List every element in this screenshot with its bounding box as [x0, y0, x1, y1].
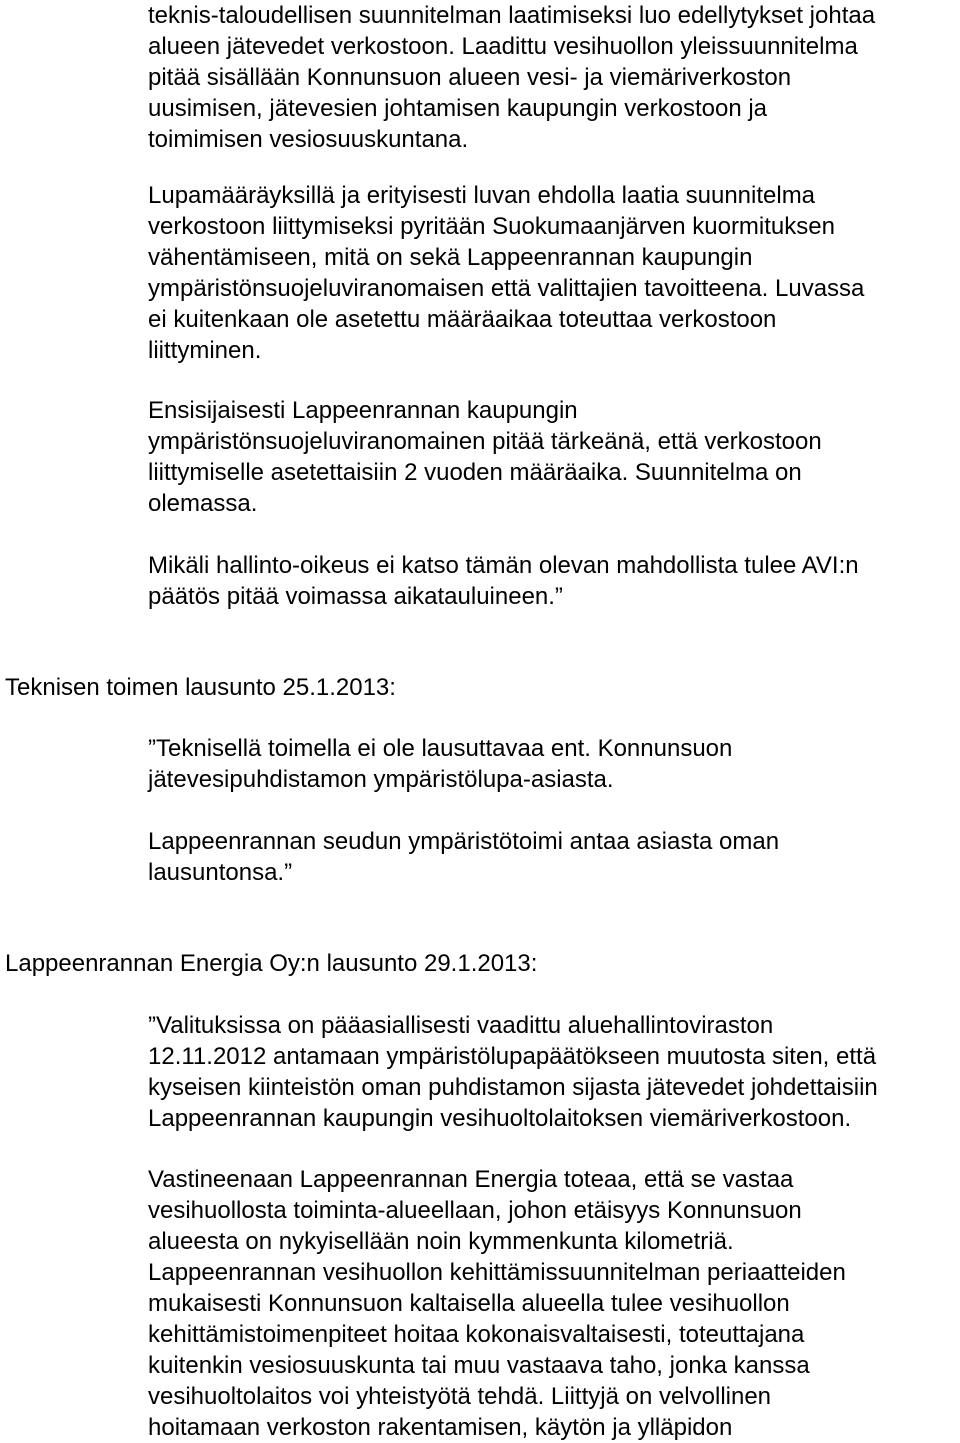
- paragraph-energy-response: Vastineenaan Lappeenrannan Energia toteaa, että se vastaa vesihuollosta toiminta-alueellaan, johon etäisyys Konnunsuon alueesta on nykyisellään noin kymmenkunta kilometriä. Lappeenrannan vesihuollon kehittämissuunnitelman periaatteiden mukaisesti Konnunsuon kaltaisella alueella tulee vesihuollon kehittämistoimenpiteet hoitaa kokonaisvaltaisesti, toteuttajana kuitenkin vesiosuuskunta tai muu vastaava taho, jonka kanssa vesihuoltolaitos voi yhteistyötä tehdä. Liittyjä on velvollinen hoitamaan verkoston rakentamisen, käytön ja ylläpidon: [148, 1166, 846, 1441]
- paragraph-environment-office: Lappeenrannan seudun ympäristötoimi antaa asiasta oman lausuntonsa.”: [148, 828, 780, 886]
- paragraph-feasibility-plan: teknis-taloudellisen suunnitelman laatimiseksi luo edellytykset johtaa alueen jätevedet verkostoon. Laadittu vesihuollon yleissuunnitelma pitää sisällään Konnunsuon alueen vesi- ja viemäriverkoston uusimisen, jätevesien johtamisen kaupungin verkostoon ja toimimisen vesiosuuskuntana.: [148, 2, 876, 153]
- heading-technical-statement: Teknisen toimen lausunto 25.1.2013:: [5, 674, 396, 701]
- paragraph-technical-statement: ”Teknisellä toimella ei ole lausuttavaa ent. Konnunsuon jätevesipuhdistamon ympäristölupa-asiasta.: [148, 735, 733, 793]
- heading-energy-statement: Lappeenrannan Energia Oy:n lausunto 29.1.2013:: [5, 950, 538, 977]
- paragraph-court-request: Mikäli hallinto-oikeus ei katso tämän olevan mahdollista tulee AVI:n päätös pitää voimassa aikatauluineen.”: [148, 552, 859, 610]
- paragraph-primary-position: Ensisijaisesti Lappeenrannan kaupungin ympäristönsuojeluviranomainen pitää tärkeänä, että verkostoon liittymiselle asetettaisiin 2 vuoden määräaika. Suunnitelma on olemassa.: [148, 397, 822, 517]
- paragraph-appeals-summary: ”Valituksissa on pääasiallisesti vaadittu aluehallintoviraston 12.11.2012 antamaan ympäristölupapäätökseen muutosta siten, että kyseisen kiinteistön oman puhdistamon sijasta jätevedet johdettaisiin Lappeenrannan kaupungin vesihuoltolaitoksen viemäriverkostoon.: [148, 1012, 878, 1132]
- paragraph-permit-conditions: Lupamääräyksillä ja erityisesti luvan ehdolla laatia suunnitelma verkostoon liittymiseksi pyritään Suokumaanjärven kuormituksen vähentämiseen, mitä on sekä Lappeenrannan kaupungin ympäristönsuojeluviranomaisen että valittajien tavoitteena. Luvassa ei kuitenkaan ole asetettu määräaikaa toteuttaa verkostoon liittyminen.: [148, 182, 865, 364]
